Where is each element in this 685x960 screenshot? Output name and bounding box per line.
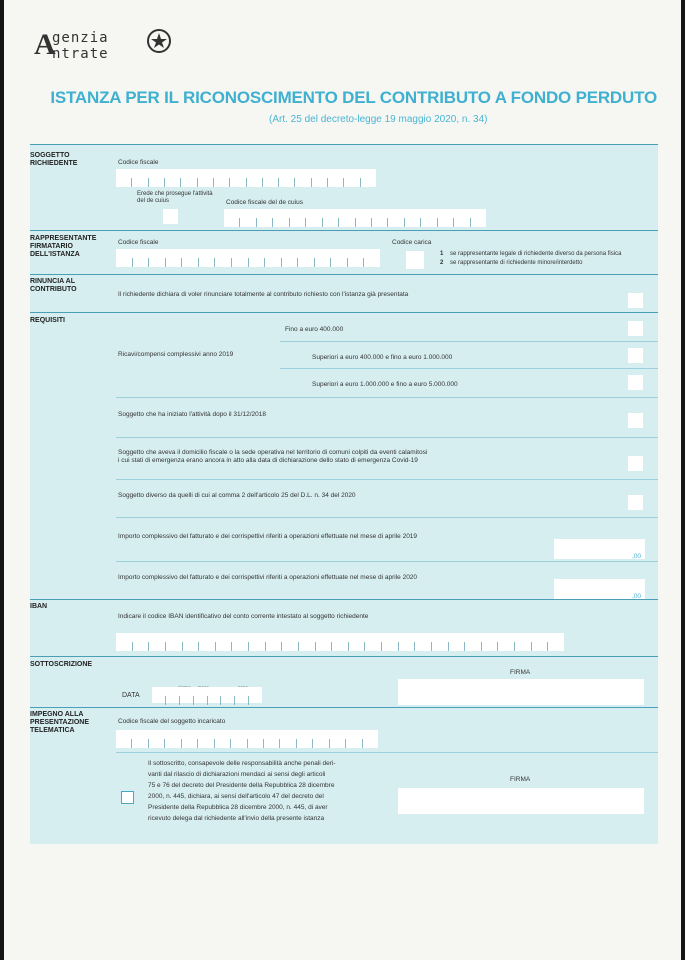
- codice-fiscale-input[interactable]: [116, 169, 376, 187]
- iban-text: Indicare il codice IBAN identificativo del conto corrente intestato al soggetto richiedente: [118, 613, 369, 620]
- firma-label: FIRMA: [510, 776, 531, 783]
- form-body: [30, 144, 658, 844]
- section-label: SOTTOSCRIZIONE: [30, 661, 93, 668]
- impegno-line: Presidente della Repubblica 28 dicembre 2000, n. 445, di aver: [148, 804, 328, 811]
- decimal-suffix: ,00: [632, 593, 642, 600]
- decimal-suffix: ,00: [632, 553, 642, 560]
- codice-carica-input[interactable]: [406, 251, 424, 269]
- section-label: IBAN: [30, 603, 48, 610]
- rinuncia-text: Il richiedente dichiara di voler rinunciare totalmente al contributo richiesto con l'istanza già presentata: [118, 291, 409, 298]
- fascia-label: Fino a euro 400.000: [285, 326, 344, 333]
- section-rinuncia: [30, 274, 658, 311]
- importo-2020-label: Importo complessivo del fatturato e dei corrispettivi riferiti a operazioni effettuate nel mese di aprile 2020: [118, 574, 418, 581]
- attivita-checkbox[interactable]: [628, 413, 643, 428]
- domicilio-checkbox[interactable]: [628, 456, 643, 471]
- section-label: IMPEGNO ALLA PRESENTAZIONE TELEMATICA: [30, 711, 89, 734]
- codice-fiscale-label: Codice fiscale: [118, 239, 159, 246]
- codice-fiscale-label: Codice fiscale: [118, 159, 159, 166]
- fascia3-checkbox[interactable]: [628, 375, 643, 390]
- erede-checkbox[interactable]: [163, 209, 178, 224]
- fascia2-checkbox[interactable]: [628, 348, 643, 363]
- impegno-line: 75 e 76 del decreto del Presidente della Repubblica 28 dicembre: [148, 782, 335, 789]
- fascia-label: Superiori a euro 1.000.000 e fino a euro 5.000.000: [312, 381, 458, 388]
- firma-field[interactable]: [398, 679, 644, 705]
- fascia-label: Superiori a euro 400.000 e fino a euro 1.000.000: [312, 354, 453, 361]
- attivita-label: Soggetto che ha iniziato l'attività dopo il 31/12/2018: [118, 411, 266, 418]
- diverso-checkbox[interactable]: [628, 495, 643, 510]
- logo-text-bottom: ntrate: [52, 46, 109, 62]
- section-iban: [30, 599, 658, 655]
- section-impegno: [30, 707, 658, 845]
- rappresentante-codice-fiscale-input[interactable]: [116, 249, 380, 267]
- domicilio-label-2: i cui stati di emergenza erano ancora in atto alla data di dichiarazione dello stato di emergenza Covid-19: [118, 457, 418, 464]
- fascia1-checkbox[interactable]: [628, 321, 643, 336]
- importo-2019-label: Importo complessivo del fatturato e dei corrispettivi riferiti a operazioni effettuate nel mese di aprile 2019: [118, 533, 418, 540]
- diverso-label: Soggetto diverso da quelli di cui al comma 2 dell'articolo 25 del D.L. n. 34 del 2020: [118, 492, 356, 499]
- codice-fiscale-incaricato-input[interactable]: [116, 730, 378, 748]
- logo-text-top: genzia: [52, 30, 109, 46]
- section-label: RINUNCIA AL CONTRIBUTO: [30, 278, 77, 293]
- codice-carica-label: Codice carica: [392, 239, 432, 246]
- codice-fiscale-incaricato-label: Codice fiscale del soggetto incaricato: [118, 718, 226, 725]
- impegno-line: ricevuto delega dal richiedente all'invio della presente istanza: [148, 815, 325, 822]
- erede-label: Erede che prosegue l'attività del de cuius: [137, 191, 213, 204]
- section-sottoscrizione: [30, 656, 658, 705]
- logo-letter: A: [34, 28, 56, 61]
- page-subtitle: (Art. 25 del decreto-legge 19 maggio 2020, n. 34): [269, 114, 488, 125]
- section-requisiti: [30, 312, 658, 600]
- italian-republic-emblem-icon: [146, 28, 172, 54]
- codice-fiscale-de-cuius-input[interactable]: [224, 209, 486, 227]
- section-soggetto: [30, 144, 658, 227]
- rinuncia-checkbox[interactable]: [628, 293, 643, 308]
- option-number: 2: [440, 260, 444, 266]
- section-rappresentante: [30, 230, 658, 273]
- section-label: REQUISITI: [30, 317, 66, 324]
- iban-input[interactable]: [116, 633, 564, 651]
- form-page: [4, 0, 681, 960]
- impegno-line: 2000, n. 445, dichiara, ai sensi dell'articolo 47 del decreto del: [148, 793, 324, 800]
- impegno-line: Il sottoscritto, consapevole delle responsabilità anche penali deri-: [148, 760, 336, 767]
- option-text: se rappresentante legale di richiedente diverso da persona fisica: [450, 251, 622, 257]
- section-label: SOGGETTO RICHIEDENTE: [30, 152, 78, 167]
- data-label: DATA: [122, 692, 140, 699]
- domicilio-label-1: Soggetto che aveva il domicilio fiscale o la sede operativa nel territorio di comuni colpiti da eventi calamitosi: [118, 449, 428, 456]
- firma-label: FIRMA: [510, 669, 531, 676]
- section-label: RAPPRESENTANTE FIRMATARIO DELL'ISTANZA: [30, 235, 97, 258]
- codice-fiscale-de-cuius-label: Codice fiscale del de cuius: [226, 199, 303, 206]
- impegno-text: [148, 758, 336, 824]
- impegno-line: vanti dal rilascio di dichiarazioni mendaci ai sensi degli articoli: [148, 771, 326, 778]
- firma-field[interactable]: [398, 788, 644, 814]
- impegno-checkbox[interactable]: [121, 791, 134, 804]
- data-input[interactable]: [152, 687, 262, 703]
- page-title: ISTANZA PER IL RICONOSCIMENTO DEL CONTRIBUTO A FONDO PERDUTO: [50, 88, 657, 107]
- ricavi-label: Ricavi/compensi complessivi anno 2019: [118, 351, 234, 358]
- option-number: 1: [440, 251, 444, 257]
- option-text: se rappresentante di richiedente minore/interdetto: [450, 260, 583, 266]
